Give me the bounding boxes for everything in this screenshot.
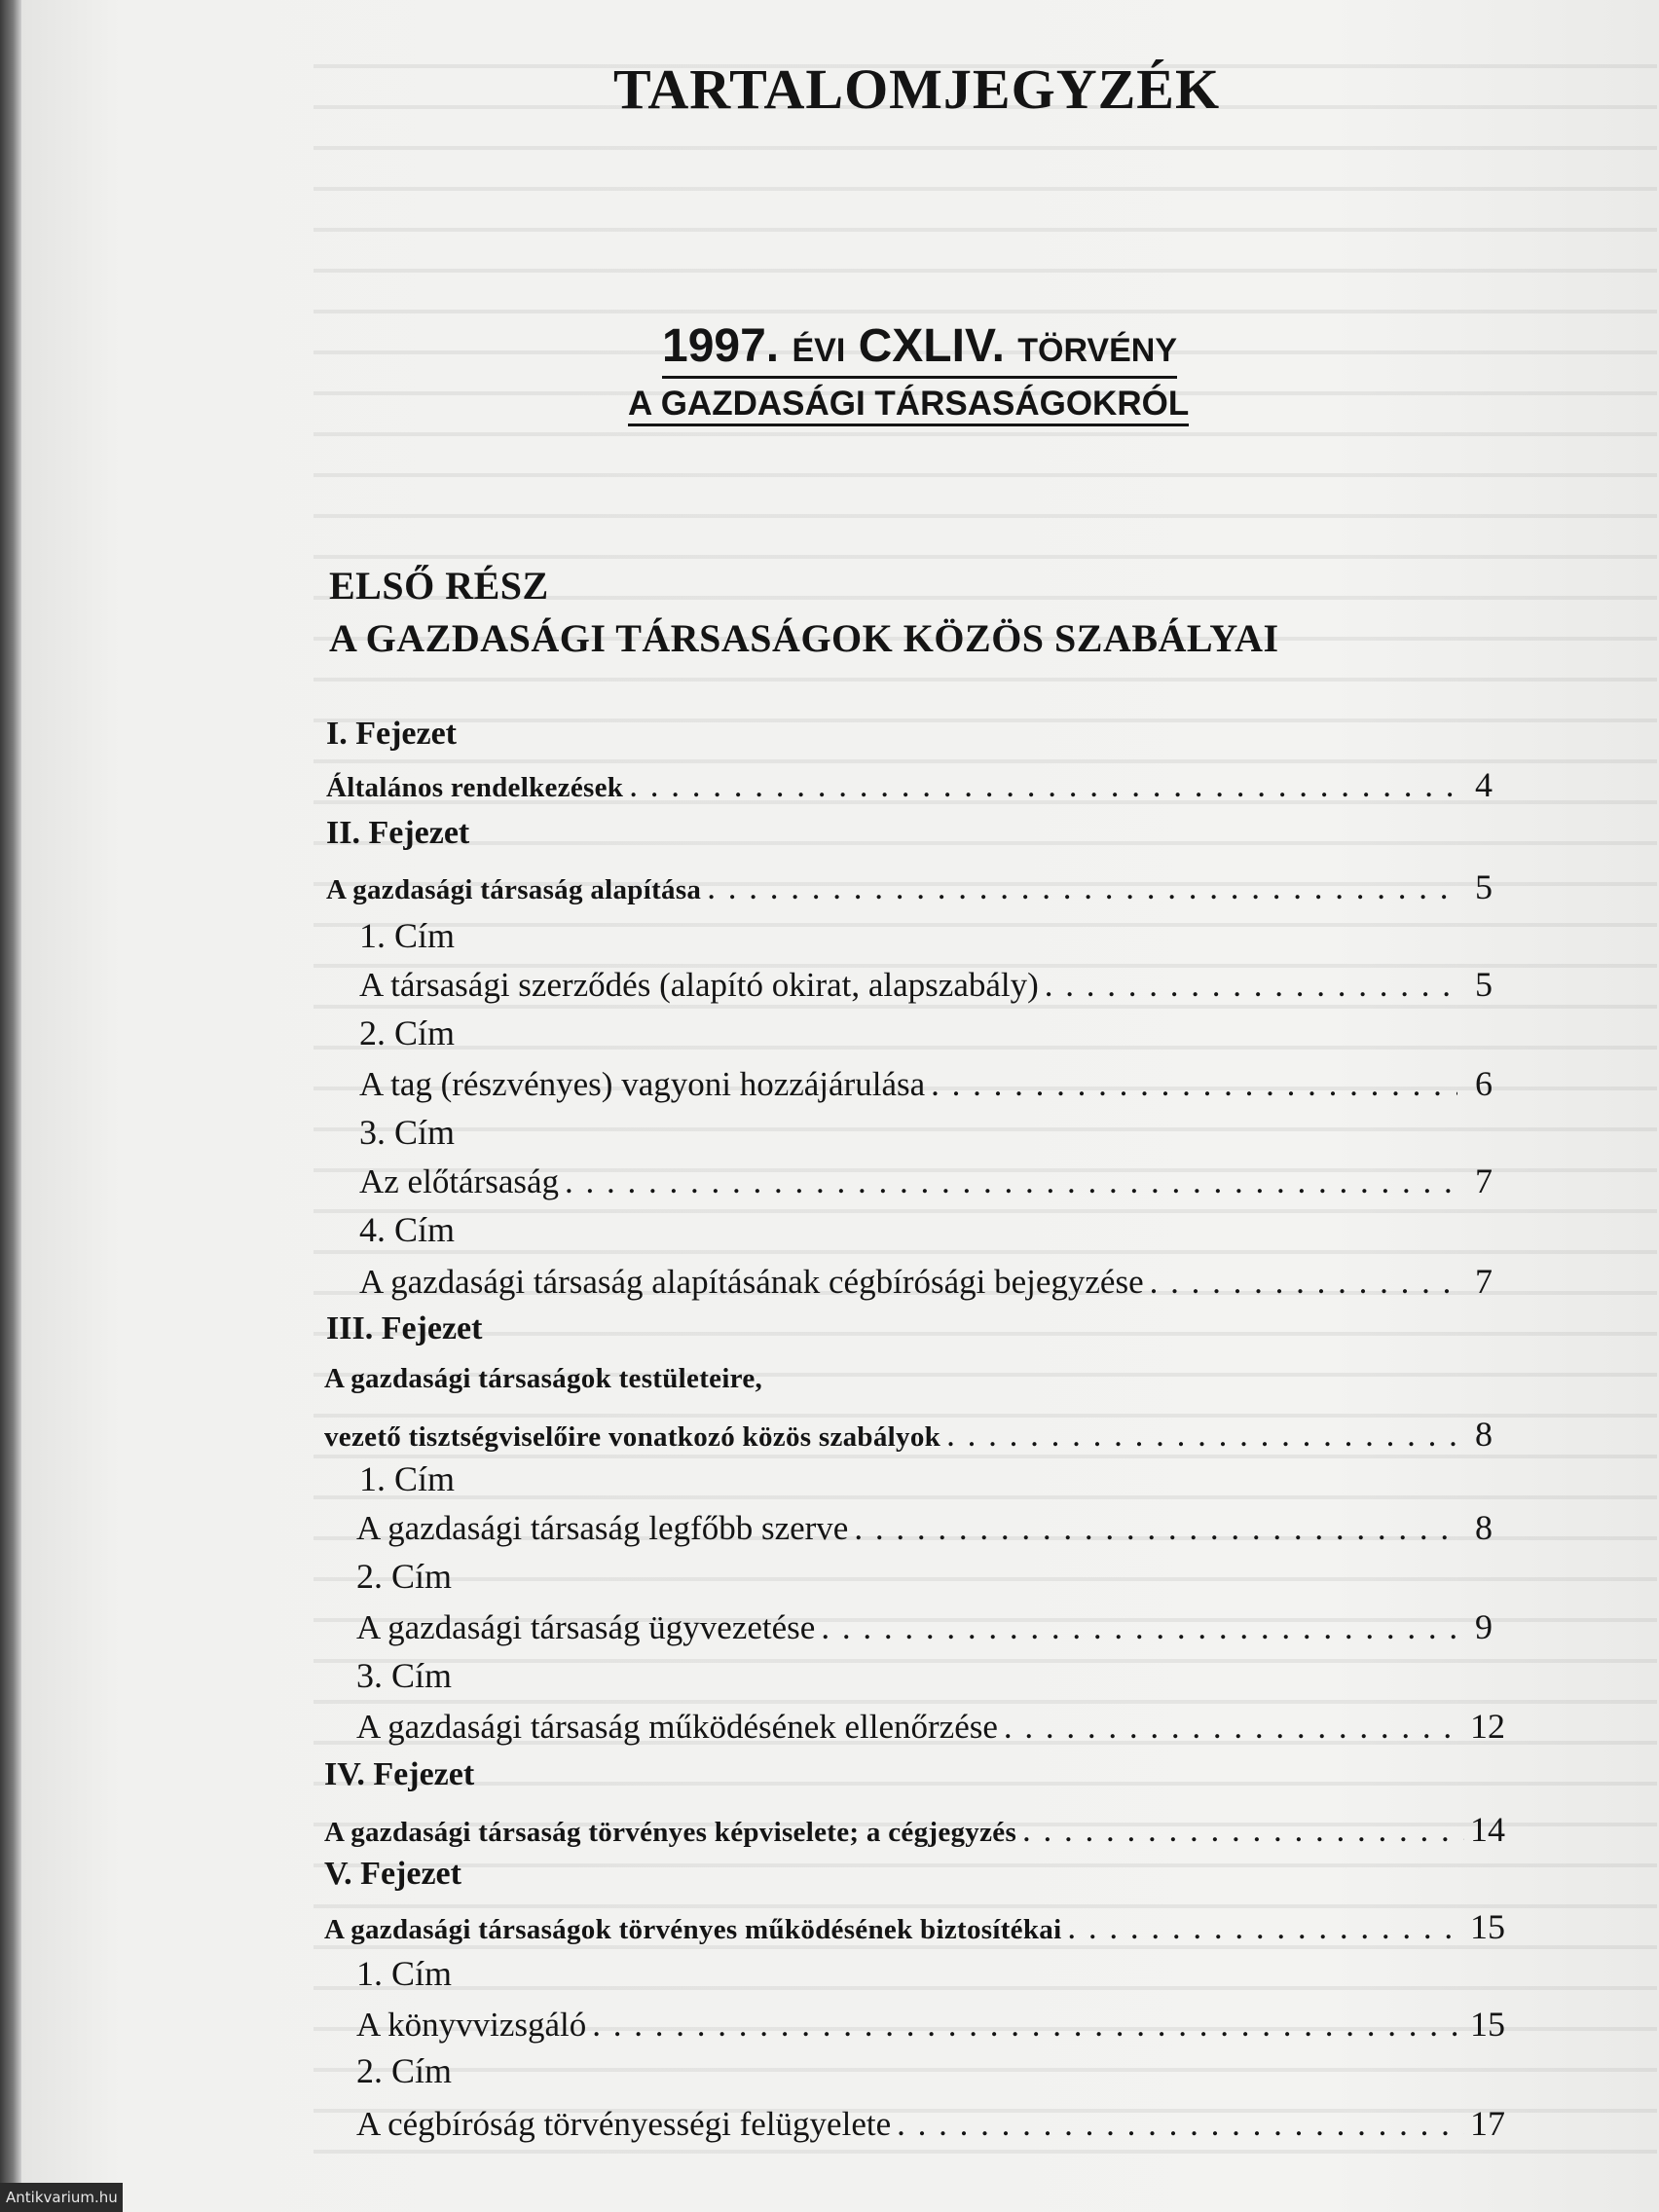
dot-leader	[1067, 1908, 1464, 1947]
dot-leader	[821, 1608, 1457, 1647]
watermark: Antikvarium.hu	[0, 2183, 123, 2212]
page-title: TARTALOMJEGYZÉK	[613, 57, 1221, 121]
dot-leader	[565, 1162, 1457, 1201]
law-year: 1997.	[662, 320, 780, 372]
page-number: 17	[1470, 2104, 1505, 2143]
section-label: 1. Cím	[359, 916, 456, 955]
page-number: 15	[1470, 1907, 1505, 1946]
section-label: 2. Cím	[356, 1557, 453, 1596]
toc-entry-row[interactable]	[356, 1507, 1493, 1548]
toc-entry-row[interactable]	[356, 1706, 1505, 1747]
toc-entry-row[interactable]	[359, 1261, 1493, 1302]
chapter-title: A gazdasági társaságok törvényes működésének biztosítékai	[324, 1914, 1062, 1945]
page-number: 7	[1475, 1161, 1493, 1200]
page-number: 15	[1470, 2005, 1505, 2044]
entry-title: A könyvvizsgáló	[356, 2006, 587, 2044]
dot-leader	[946, 1416, 1457, 1455]
dot-leader	[1150, 1263, 1457, 1302]
book-spine	[0, 0, 21, 2212]
section-label: 3. Cím	[359, 1113, 456, 1152]
chapter-title-line: A gazdasági társaságok testületeire,	[324, 1363, 763, 1394]
chapter-title: A gazdasági társaság alapítása	[326, 874, 702, 905]
page-number: 5	[1475, 867, 1493, 906]
dot-leader	[707, 868, 1457, 907]
chapter-label: II. Fejezet	[326, 815, 470, 851]
chapter-label: III. Fejezet	[326, 1310, 483, 1346]
toc-entry-row[interactable]	[359, 1063, 1493, 1104]
dot-leader	[592, 2006, 1464, 2045]
chapter-title: vezető tisztségviselőire vonatkozó közös szabályok	[324, 1421, 941, 1453]
law-subtitle: A GAZDASÁGI TÁRSASÁGOKRÓL	[628, 385, 1189, 426]
page-number: 8	[1475, 1415, 1493, 1454]
page-number: 8	[1475, 1508, 1493, 1547]
page-number: 4	[1475, 765, 1493, 804]
toc-entry-row[interactable]	[359, 1161, 1493, 1201]
dot-leader	[1022, 1811, 1464, 1850]
dot-leader	[931, 1065, 1457, 1104]
toc-entry-row[interactable]	[356, 2103, 1505, 2144]
toc-entry-row[interactable]	[356, 1606, 1493, 1647]
entry-title: A társasági szerződés (alapító okirat, alapszabály)	[359, 966, 1039, 1004]
toc-chapter-row[interactable]	[324, 1906, 1505, 1947]
section-label: 2. Cím	[356, 2051, 453, 2090]
dot-leader	[854, 1509, 1457, 1548]
entry-title: Az előtársaság	[359, 1162, 560, 1200]
entry-title: A cégbíróság törvényességi felügyelete	[356, 2105, 892, 2143]
entry-title: A gazdasági társaság működésének ellenőrzése	[356, 1708, 998, 1746]
toc-chapter-row[interactable]	[324, 1809, 1505, 1850]
page-number: 14	[1470, 1810, 1505, 1849]
toc-entry-row[interactable]	[356, 2004, 1505, 2045]
dot-leader	[897, 2105, 1464, 2144]
section-label: 2. Cím	[359, 1014, 456, 1052]
section-label: 1. Cím	[356, 1954, 453, 1993]
chapter-title: Általános rendelkezések	[326, 772, 624, 803]
law-torveny: TÖRVÉNY	[1017, 332, 1177, 369]
law-evi: ÉVI	[792, 332, 846, 369]
toc-chapter-row[interactable]	[326, 866, 1493, 907]
law-number: CXLIV.	[858, 320, 1005, 372]
chapter-label: V. Fejezet	[324, 1856, 461, 1892]
dot-leader	[1045, 966, 1457, 1005]
section-label: 1. Cím	[359, 1459, 456, 1498]
dot-leader	[1004, 1708, 1464, 1747]
part-title: A GAZDASÁGI TÁRSASÁGOK KÖZÖS SZABÁLYAI	[329, 616, 1279, 660]
page-number: 12	[1470, 1707, 1505, 1746]
page-number: 9	[1475, 1607, 1493, 1646]
entry-title: A gazdasági társaság alapításának cégbírósági bejegyzése	[359, 1263, 1144, 1301]
toc-entry-row[interactable]	[359, 964, 1493, 1005]
chapter-title: A gazdasági társaság törvényes képviselete; a cégjegyzés	[324, 1817, 1017, 1848]
page-number: 7	[1475, 1262, 1493, 1301]
page-number: 6	[1475, 1064, 1493, 1103]
part-label: ELSŐ RÉSZ	[329, 564, 549, 608]
toc-chapter-row[interactable]	[324, 1414, 1493, 1455]
section-label: 4. Cím	[359, 1210, 456, 1249]
page-number: 5	[1475, 965, 1493, 1004]
law-title	[662, 321, 1177, 379]
chapter-label: I. Fejezet	[326, 716, 458, 752]
chapter-label: IV. Fejezet	[324, 1756, 475, 1792]
dot-leader	[629, 766, 1457, 805]
section-label: 3. Cím	[356, 1656, 453, 1695]
toc-chapter-row[interactable]	[326, 764, 1493, 805]
entry-title: A gazdasági társaság ügyvezetése	[356, 1608, 816, 1646]
entry-title: A tag (részvényes) vagyoni hozzájárulása	[359, 1065, 926, 1103]
entry-title: A gazdasági társaság legfőbb szerve	[356, 1509, 849, 1547]
